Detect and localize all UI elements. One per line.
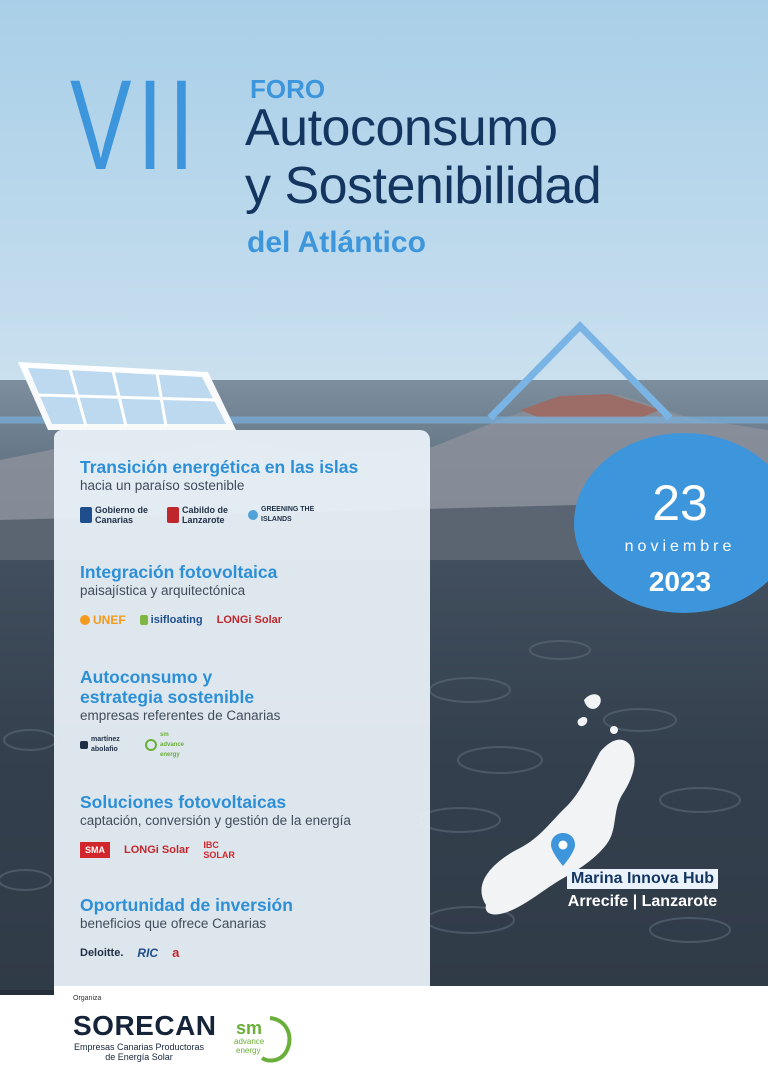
logo-ric: RIC [137,946,159,960]
title-line-2: y Sostenibilidad [245,157,602,215]
topic-subtitle: empresas referentes de Canarias [80,708,281,723]
topic-title: Transición energética en las islas [80,457,359,477]
topic-soluciones [80,792,351,863]
event-day: 23 [652,475,708,531]
topic-autoconsumo [80,667,280,758]
logo-deloitte: Deloitte. [80,947,124,959]
venue [550,869,735,911]
organiza-label: Organiza [73,995,102,1002]
topic-title-2: estrategia sostenible [80,687,255,707]
logo-martinez-abolafio: martínez abolafio [80,735,131,755]
edition-numeral: VII [70,54,200,197]
logo-greening-islands: GREENING THE ISLANDS [248,505,317,525]
sponsor-logos [80,940,293,966]
topic-inversion [80,895,293,966]
title-line-1: Autoconsumo [245,99,558,157]
topic-title: Oportunidad de inversión [80,895,293,915]
event-month: noviembre [624,538,736,555]
topic-title: Autoconsumo y [80,667,213,687]
logo-ibc-solar: IBC SOLAR [203,840,235,860]
svg-text:energy: energy [236,1046,261,1055]
topic-transicion [80,457,358,528]
venue-city: Arrecife | Lanzarote [567,893,718,910]
sponsor-logos [80,732,280,758]
topic-subtitle: captación, conversión y gestión de la energía [80,813,351,828]
sm-advance-energy-logo [230,1012,296,1064]
venue-name: Marina Innova Hub [567,869,718,889]
topic-subtitle: beneficios que ofrece Canarias [80,916,267,931]
logo-a: a [172,945,180,960]
logo-sm-advance-energy: sm advance energy [145,730,190,760]
svg-text:sm: sm [236,1018,263,1038]
logo-isifloating: isifloating [140,615,203,625]
event-year: 2023 [648,566,712,597]
topic-title: Soluciones fotovoltaicas [80,792,287,812]
solar-panel-icon [18,362,236,430]
sorecan-tagline: Empresas Canarias Productoras de Energía Solar [73,1042,205,1062]
foro-label: FORO [250,74,326,104]
logo-gobierno-canarias: Gobierno de Canarias [80,505,153,525]
topic-subtitle: hacia un paraíso sostenible [80,478,245,493]
sponsor-logos [80,502,358,528]
sponsor-logos [80,607,282,633]
logo-cabildo-lanzarote: Cabildo de Lanzarote [167,505,234,525]
topic-integracion [80,562,282,633]
svg-text:advance: advance [234,1037,265,1046]
title-line-3: del Atlántico [247,226,426,259]
topic-title: Integración fotovoltaica [80,562,278,582]
logo-sma: SMA [80,842,110,858]
logo-longi-solar: LONGi Solar [124,844,190,856]
topic-subtitle: paisajística y arquitectónica [80,583,246,598]
sponsor-logos [80,837,351,863]
logo-unef: UNEF [80,615,126,625]
logo-longi-solar: LONGi Solar [216,614,283,626]
sorecan-logo: SORECAN [73,1010,217,1041]
